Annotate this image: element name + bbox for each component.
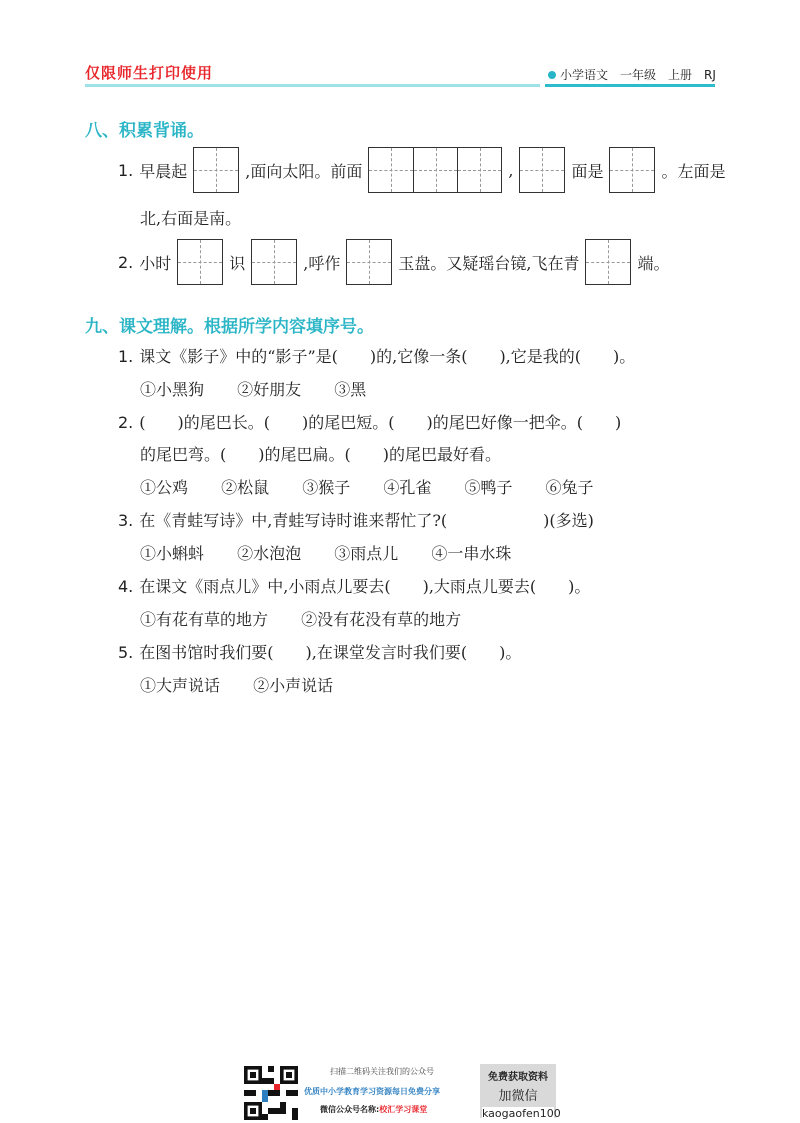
s9-q2-options xyxy=(140,475,622,498)
text: 早晨起 xyxy=(139,161,188,181)
s9-question-2-cont: 的尾巴弯。( )的尾巴扁。( )的尾巴最好看。 xyxy=(140,445,501,464)
qr-code-icon xyxy=(244,1066,298,1120)
tian-grid-box[interactable] xyxy=(609,147,655,193)
s8-question-1-cont: 北,右面是南。 xyxy=(140,209,242,228)
account-name: 校汇学习课堂 xyxy=(379,1105,428,1114)
option: ②松鼠 xyxy=(221,478,270,497)
question-text: 在课文《雨点儿》中,小雨点儿要去( ),大雨点儿要去( )。 xyxy=(139,577,591,596)
question-text: ( )的尾巴长。( )的尾巴短。( )的尾巴好像一把伞。( ) xyxy=(139,413,622,432)
option: ①小蝌蚪 xyxy=(140,544,205,563)
option: ③黑 xyxy=(334,380,367,399)
question-number: 1. xyxy=(118,347,134,366)
grade-label: 一年级 xyxy=(620,68,657,82)
account-line xyxy=(320,1104,427,1115)
header-rule-right xyxy=(545,84,715,87)
question-text: 在《青蛙写诗》中,青蛙写诗时谁来帮忙了?( )(多选) xyxy=(139,511,594,530)
account-label: 微信公众号名称: xyxy=(320,1105,380,1114)
text: , xyxy=(508,160,514,180)
header-info xyxy=(548,66,728,83)
s9-question-2 xyxy=(118,410,621,433)
option: ①大声说话 xyxy=(140,676,221,695)
question-number: 4. xyxy=(118,577,134,596)
tian-grid-box[interactable] xyxy=(251,239,297,285)
option: ②好朋友 xyxy=(237,380,302,399)
tian-grid-box[interactable] xyxy=(585,239,631,285)
print-notice: 仅限师生打印使用 xyxy=(85,64,214,82)
option: ③雨点儿 xyxy=(334,544,399,563)
option: ⑤鸭子 xyxy=(464,478,513,497)
question-text: 在图书馆时我们要( ),在课堂发言时我们要( )。 xyxy=(139,643,522,662)
text: 识 xyxy=(229,253,246,273)
s9-question-5 xyxy=(118,640,521,663)
question-number: 2. xyxy=(118,413,134,432)
tian-grid-box[interactable] xyxy=(193,147,239,193)
dot-icon xyxy=(548,71,556,79)
text: 端。 xyxy=(637,253,670,273)
text: 。左面是 xyxy=(661,161,726,181)
option: ④一串水珠 xyxy=(431,544,512,563)
section-8-title: 八、积累背诵。 xyxy=(85,121,204,141)
tian-grid-box[interactable] xyxy=(346,239,392,285)
s9-question-3 xyxy=(118,508,594,531)
question-number: 2. xyxy=(118,252,134,272)
section-9-title: 九、课文理解。根据所学内容填序号。 xyxy=(85,317,374,337)
tian-grid-box[interactable] xyxy=(519,147,565,193)
s9-q5-options xyxy=(140,673,361,696)
volume-label: 上册 xyxy=(668,68,693,82)
option: ②没有花没有草的地方 xyxy=(301,610,462,629)
s8-question-2 xyxy=(118,238,670,286)
text: 面是 xyxy=(571,161,604,181)
option: ②水泡泡 xyxy=(237,544,302,563)
tian-grid-box[interactable] xyxy=(177,239,223,285)
question-number: 1. xyxy=(118,160,134,180)
subject-label: 小学语文 xyxy=(560,68,609,82)
option: ①小黑狗 xyxy=(140,380,205,399)
s9-q3-options xyxy=(140,541,539,564)
option: ⑥兔子 xyxy=(545,478,594,497)
option: ③猴子 xyxy=(302,478,351,497)
text: 玉盘。又疑瑶台镜,飞在青 xyxy=(398,253,580,273)
question-text: 课文《影子》中的“影子”是( )的,它像一条( ),它是我的( )。 xyxy=(139,347,636,366)
s8-question-1 xyxy=(118,146,726,194)
wechat-badge xyxy=(480,1064,561,1120)
option: ①有花有草的地方 xyxy=(140,610,269,629)
option: ②小声说话 xyxy=(253,676,334,695)
text: ,面向太阳。前面 xyxy=(245,161,363,181)
tian-grid-box[interactable] xyxy=(368,147,502,193)
s9-q1-options xyxy=(140,377,394,400)
text: ,呼作 xyxy=(303,253,341,273)
s9-q4-options xyxy=(140,607,489,630)
header-rule-left xyxy=(85,84,540,87)
badge-line-3: kaogaofen100 xyxy=(482,1107,561,1120)
s9-question-1 xyxy=(118,344,635,367)
slogan: 优质中小学教育学习资源每日免费分享 xyxy=(304,1087,440,1096)
badge-line-1: 免费获取资料 xyxy=(488,1072,548,1083)
text: 小时 xyxy=(139,253,172,273)
scan-caption: 扫描二维码关注我们的公众号 xyxy=(330,1067,434,1076)
question-number: 3. xyxy=(118,511,134,530)
option: ①公鸡 xyxy=(140,478,189,497)
s9-question-4 xyxy=(118,574,590,597)
footer-promo xyxy=(240,1062,560,1122)
edition-label: RJ xyxy=(704,67,716,82)
question-number: 5. xyxy=(118,643,134,662)
option: ④孔雀 xyxy=(383,478,432,497)
badge-line-2: 加微信 xyxy=(498,1089,538,1104)
